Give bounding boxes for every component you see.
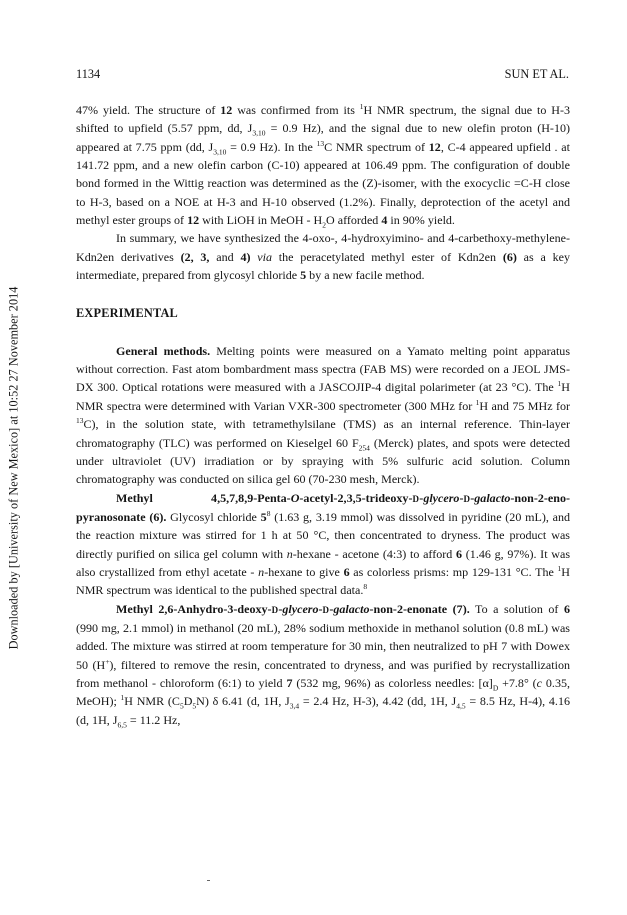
inline-b-run: - (278, 601, 283, 616)
inline-b-run: 12 (187, 213, 200, 228)
inline-sup-run: 1 (557, 563, 562, 573)
main-text-column (76, 101, 570, 729)
paragraph-general-methods: General methods. Melting points were measured on a Yamato melting point apparatus without correction. Fast atom bombardment mass spectra (FAB MS) were recorded on a JEOL JMS-DX 300. Optical rotations were measured with a JASCOJIP-4 digital polarimeter (at 23 °C). The $^1$H NMR spectra were determined with Varian VXR-300 spectrometer (300 MHz for $^1$H and 75 MHz for $^{13}$C), in the solution state, with tetramethylsilane (TMS) as an internal reference. Thin-layer chromatography (TLC) was performed on Kieselgel 60 $F_{254}$ (Merck) plates, and spots were detected under ultraviolet (UV) irradiation or by spraying with 5% sulfuric acid solution. Column chromatography was conducted on silica gel 60 (70-230 mesh, Merck). (76, 343, 571, 487)
inline-sub-run: 3,10 (213, 147, 227, 157)
inline-bi-run: galacto (474, 490, 511, 505)
inline-bsc-run: D (463, 493, 471, 504)
inline-sup-run: 1 (359, 101, 364, 111)
inline-b-run: - (419, 490, 424, 505)
inline-sup-run: 1 (120, 693, 125, 703)
inline-b-run: - (329, 601, 334, 616)
inline-b-run: -acetyl-2,3,5-trideoxy- (299, 490, 413, 505)
inline-i-run: n (258, 564, 265, 579)
inline-bsc-run: D (271, 604, 279, 615)
inline-bi-run: galacto (333, 601, 370, 616)
inline-b-run: 6 (563, 601, 570, 616)
inline-sub-run: 5 (179, 701, 184, 711)
page-number: 1134 (76, 67, 101, 81)
inline-sup-run: 8 (363, 582, 368, 592)
inline-b-run: -non-2-eno-pyranosonate (6). (76, 490, 570, 524)
inline-sub-run: 5 (192, 701, 197, 711)
inline-b-run: - (318, 601, 323, 616)
inline-b-run: 5 (300, 268, 307, 283)
inline-sup-run: 1 (557, 379, 562, 389)
inline-b-run: - (470, 490, 475, 505)
inline-sub-run: 4,5 (456, 701, 466, 711)
inline-i-run: via (257, 249, 272, 264)
inline-b-run: 12 (220, 103, 233, 117)
download-watermark-text: Downloaded by [University of New Mexico] at 10:52 27 November 2014 (6, 286, 21, 650)
inline-sup-run: + (105, 656, 110, 666)
paragraph-compound-6: Methyl 4,5,7,8,9-Penta-O-acetyl-2,3,5-trideoxy-D-glycero-D-galacto-non-2-eno-pyranosonate (6). Glycosyl chloride $5^8$ (1.63 g, 3.19 mmol) was dissolved in pyridine (20 mL), and the reaction mixture was stirred for 1 h at 50 °C, then concentrated to dryness. The product was directly purified on silica gel column with n-hexane - acetone (4:3) to afford 6 (1.46 g, 97%). It was also crystallized from ethyl acetate - n-hexane to give 6 as colorless prisms: mp 129-131 °C. The $^1$H NMR spectrum was identical to the published spectral data.$^8$ (76, 490, 571, 598)
inline-bi-run: O (290, 490, 300, 505)
inline-b-run: 5 (260, 509, 267, 524)
inline-b-run: Methyl 2,6-Anhydro-3-deoxy- (116, 601, 272, 616)
inline-sup-run: 13 (76, 416, 84, 426)
inline-b-run: Methyl 4,5,7,8,9-Penta- (116, 490, 291, 505)
inline-b-run: 6 (343, 564, 350, 579)
inline-sup-run: 8 (266, 508, 271, 518)
inline-b-run: 6 (456, 546, 463, 561)
inline-b-run: (2, 3, (180, 249, 210, 264)
inline-b-run: (6) (502, 249, 517, 264)
stray-mark (207, 880, 210, 881)
inline-sub-run: D (492, 683, 499, 693)
inline-b-run: 12 (428, 139, 441, 154)
inline-sub-run: 254 (358, 442, 370, 452)
inline-bi-run: glycero (282, 601, 319, 616)
inline-sub-run: 3,10 (252, 128, 266, 138)
paragraph-results-continued: 47% yield. The structure of 12 was confirmed from its $^1$H NMR spectrum, the signal due to H-3 shifted to upfield (5.57 ppm, dd, $J_{3,10} = 0.9$ Hz), and the signal due to new olefin proton (H-10) appeared at 7.75 ppm (dd, $J_{3,10} = 0.9$ Hz). In the $^{13}$C NMR spectrum of 12, C-4 appeared upfield . at 141.72 ppm, and a new olefin carbon (C-10) appeared at 106.49 ppm. The configuration of double bond formed in the Wittig reaction was determined as the (Z)-isomer, with the exocyclic =C-H close to H-3, based on a NOE at H-3 and H-10 observed (1.2%). Finally, deprotection of the acetyl and methyl ester groups of 12 with LiOH in MeOH - $H_2O$ afforded 4 in 90% yield. (76, 101, 571, 230)
running-head: SUN ET AL. (504, 67, 569, 81)
section-heading-experimental: EXPERIMENTAL (76, 306, 178, 321)
download-watermark (6, 268, 22, 668)
inline-i-run: c (536, 675, 543, 690)
inline-bsc-run: D (322, 604, 330, 615)
inline-sub-run: 6,5 (117, 720, 127, 730)
inline-b-run: General methods. (116, 343, 211, 358)
inline-b-run: - (459, 490, 464, 505)
inline-i-run: n (286, 546, 293, 561)
inline-b-run: -non-2-enonate (7). (369, 601, 470, 616)
paragraph-compound-7: Methyl 2,6-Anhydro-3-deoxy-D-glycero-D-galacto-non-2-enonate (7). To a solution of 6 (990 mg, 2.1 mmol) in methanol (20 mL), 28% sodium methoxide in methanol solution (0.8 mL) was added. The mixture was stirred at room temperature for 30 min, then neutralized to pH 7 with Dowex 50 (H+), filtered to remove the resin, concentrated to dryness, and was purified by recrystallization from methanol - chloroform (6:1) to yield 7 (532 mg, 96%) as colorless needles: $[\alpha]_D +7.8^\circ$ (c 0.35, MeOH); $^1$H NMR $(C_5D_5N)$ δ 6.41 (d, 1H, $J_{3,4} = 2.4$ Hz, H-3), 4.42 (dd, 1H, $J_{4,5} = 8.5$ Hz, H-4), 4.16 (d, 1H, $J_{6,5} = 11.2$ Hz, (76, 601, 570, 730)
inline-bi-run: glycero (423, 490, 460, 505)
inline-sub-run: 3,4 (289, 701, 300, 711)
inline-sup-run: 1 (475, 397, 480, 407)
inline-b-run: 4) (240, 249, 251, 264)
inline-b-run: 7 (286, 675, 293, 690)
inline-sup-run: 13 (316, 138, 325, 148)
inline-bsc-run: D (412, 493, 420, 504)
inline-sub-run: 2 (322, 220, 327, 230)
inline-b-run: 4 (381, 213, 388, 228)
paragraph-summary: In summary, we have synthesized the 4-oxo-, 4-hydroxyimino- and 4-carbethoxy-methylene-Kdn2en derivatives (2, 3, and 4) via the peracetylated methyl ester of Kdn2en (6) as a key intermediate, prepared from glycosyl chloride 5 by a new facile method. (76, 231, 571, 283)
